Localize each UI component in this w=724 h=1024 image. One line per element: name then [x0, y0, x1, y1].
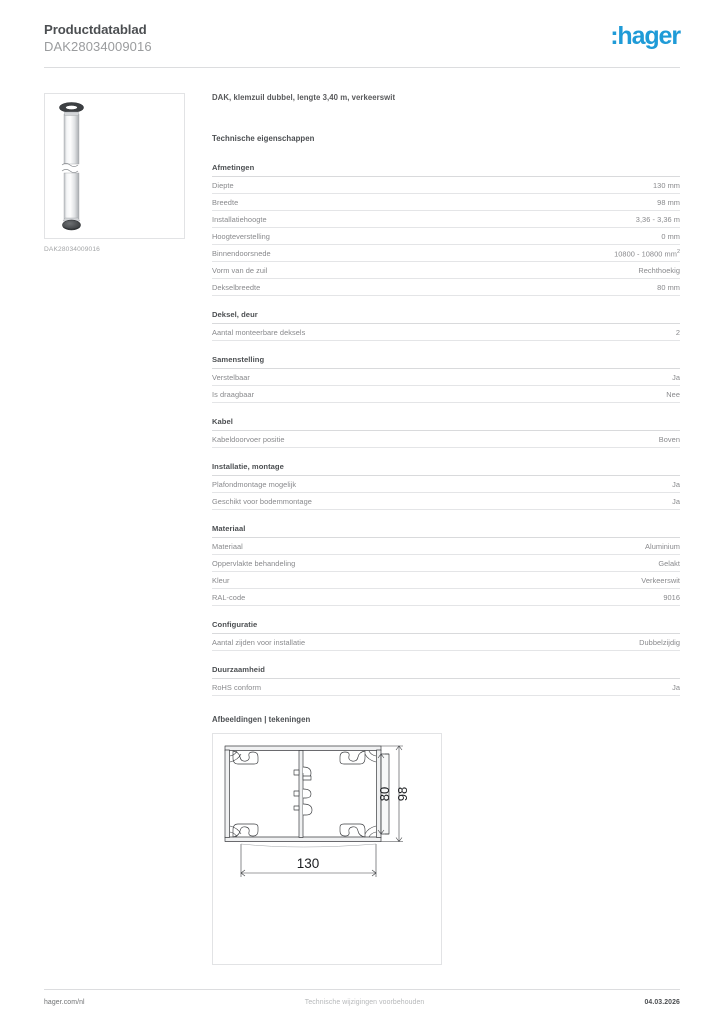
- spec-label: Diepte: [212, 177, 432, 193]
- specifications-column: [189, 93, 680, 965]
- spec-value: Ja: [565, 369, 680, 385]
- spec-table: [212, 431, 680, 448]
- page-header: [44, 0, 680, 58]
- spec-value: Verkeerswit: [531, 572, 680, 589]
- spec-value: 130 mm: [432, 177, 680, 193]
- spec-section-title: Samenstelling: [212, 355, 680, 369]
- spec-value: Gelakt: [531, 555, 680, 572]
- spec-section: [212, 462, 680, 510]
- footer-website-link[interactable]: hager.com/nl: [44, 999, 85, 1006]
- spec-value: 98 mm: [432, 193, 680, 210]
- spec-label: Aantal monteerbare deksels: [212, 324, 660, 340]
- footer-row: [44, 990, 680, 1006]
- table-row: [212, 589, 680, 606]
- spec-label: Installatiehoogte: [212, 210, 432, 227]
- spec-section-title: Deksel, deur: [212, 310, 680, 324]
- spec-table: [212, 679, 680, 696]
- spec-label: RoHS conform: [212, 679, 615, 695]
- spec-value-superscript: 2: [676, 248, 680, 255]
- table-row: [212, 572, 680, 589]
- spec-section-title: Duurzaamheid: [212, 665, 680, 679]
- spec-label: Kleur: [212, 572, 531, 589]
- table-row: [212, 210, 680, 227]
- spec-section: [212, 163, 680, 296]
- page-title: Productdatablad: [44, 22, 147, 37]
- table-row: [212, 279, 680, 296]
- drawings-title: Afbeeldingen | tekeningen: [212, 715, 311, 725]
- table-row: [212, 244, 680, 261]
- table-row: [212, 262, 680, 279]
- hager-logo: :hager: [610, 22, 680, 50]
- table-row: [212, 386, 680, 403]
- spec-value: Boven: [574, 431, 680, 447]
- header-titles: [44, 22, 152, 54]
- spec-table: [212, 538, 680, 606]
- product-photo: [45, 94, 184, 238]
- spec-section: [212, 355, 680, 403]
- spec-label: Breedte: [212, 193, 432, 210]
- profile-cross-section-drawing: [213, 734, 441, 964]
- spec-table: [212, 476, 680, 510]
- spec-label: Dekselbreedte: [212, 279, 432, 296]
- table-row: [212, 555, 680, 572]
- spec-table: [212, 634, 680, 651]
- table-row: [212, 177, 680, 193]
- spec-label: Hoogteverstelling: [212, 227, 432, 244]
- spec-value: Nee: [565, 386, 680, 403]
- dimension-label-80: 80: [377, 786, 392, 802]
- spec-section-title: Materiaal: [212, 524, 680, 538]
- spec-label: Materiaal: [212, 538, 531, 554]
- spec-label: Plafondmontage mogelijk: [212, 476, 646, 492]
- table-row: [212, 679, 680, 695]
- spec-label: Geschikt voor bodemmontage: [212, 493, 646, 510]
- footer-date: 04.03.2026: [644, 999, 680, 1006]
- product-reference: DAK28034009016: [44, 38, 152, 54]
- spec-section: [212, 665, 680, 696]
- spec-table: [212, 177, 680, 296]
- spec-section-title: Configuratie: [212, 620, 680, 634]
- table-row: [212, 227, 680, 244]
- spec-value: Dubbelzijdig: [537, 634, 680, 650]
- spec-label: Binnendoorsnede: [212, 244, 432, 261]
- spec-table: [212, 369, 680, 403]
- spec-value: 2: [660, 324, 680, 340]
- spec-value: 9016: [531, 589, 680, 606]
- spec-value: 3,36 - 3,36 m: [432, 210, 680, 227]
- table-row: [212, 431, 680, 447]
- spec-label: Kabeldoorvoer positie: [212, 431, 574, 447]
- specification-sections: [212, 163, 680, 696]
- spec-value: Rechthoekig: [432, 262, 680, 279]
- table-row: [212, 634, 680, 650]
- dimension-label-130: 130: [296, 856, 320, 872]
- drawings-section: [212, 715, 680, 965]
- spec-section: [212, 310, 680, 341]
- page-footer: [44, 989, 680, 1006]
- footer-disclaimer: Technische wijzigingen voorbehouden: [304, 999, 425, 1006]
- spec-section: [212, 524, 680, 606]
- page-content: [44, 68, 680, 965]
- spec-label: Aantal zijden voor installatie: [212, 634, 537, 650]
- table-row: [212, 538, 680, 554]
- spec-label: Verstelbaar: [212, 369, 565, 385]
- dimension-label-98: 98: [395, 786, 410, 802]
- technical-drawing-frame: [212, 733, 442, 965]
- spec-value-text: 10800 - 10800 mm: [614, 249, 677, 258]
- spec-value: Ja: [646, 493, 680, 510]
- spec-value: Ja: [646, 476, 680, 492]
- spec-section: [212, 417, 680, 448]
- product-image-frame: [44, 93, 185, 239]
- table-row: [212, 324, 680, 340]
- spec-label: Oppervlakte behandeling: [212, 555, 531, 572]
- spec-section-title: Afmetingen: [212, 163, 680, 177]
- table-row: [212, 476, 680, 492]
- spec-table: [212, 324, 680, 341]
- spec-value: 80 mm: [432, 279, 680, 296]
- spec-section-title: Installatie, montage: [212, 462, 680, 476]
- spec-value: Ja: [615, 679, 680, 695]
- table-row: [212, 369, 680, 385]
- spec-section: [212, 620, 680, 651]
- product-description: DAK, klemzuil dubbel, lengte 3,40 m, verkeerswit: [212, 93, 396, 102]
- table-row: [212, 493, 680, 510]
- spec-section-title: Kabel: [212, 417, 680, 431]
- technical-properties-title: Technische eigenschappen: [212, 134, 315, 143]
- spec-label: Is draagbaar: [212, 386, 565, 403]
- spec-value: [432, 244, 680, 261]
- table-row: [212, 193, 680, 210]
- product-image-column: [44, 93, 189, 253]
- product-image-caption: DAK28034009016: [44, 246, 100, 253]
- spec-label: Vorm van de zuil: [212, 262, 432, 279]
- spec-value: 0 mm: [432, 227, 680, 244]
- spec-value: Aluminium: [531, 538, 680, 554]
- spec-label: RAL-code: [212, 589, 531, 606]
